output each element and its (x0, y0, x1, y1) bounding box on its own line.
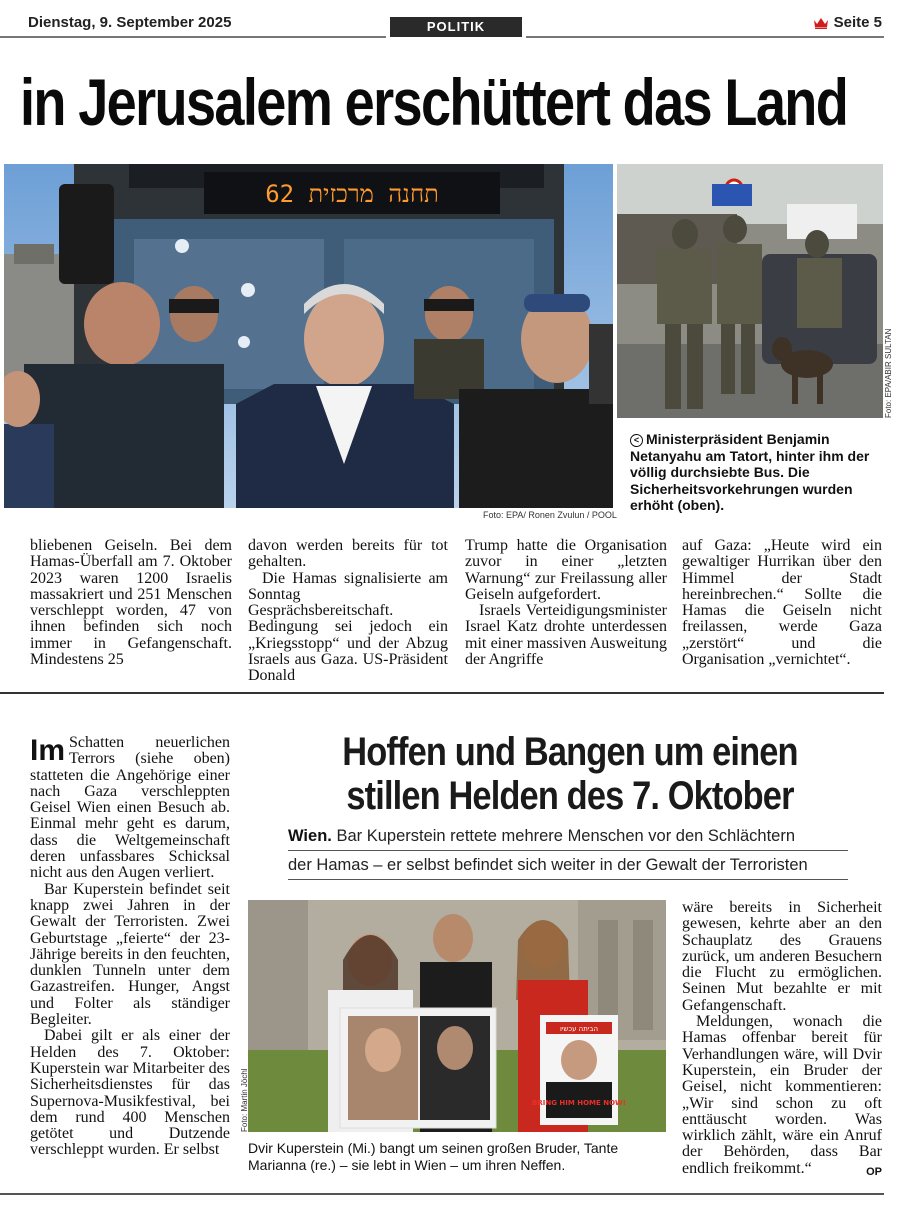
article2-col1 (30, 735, 230, 1159)
article2-col2-p1: wäre bereits in Sicherheit gewesen, kehrte aber an den Schauplatz des Grauens zurück, um anderen Besuchern die Flucht zu ermöglichen. Seinen Mut bezahlte er mit Gefangenschaft. (682, 899, 882, 1014)
side-photo (617, 164, 883, 418)
family-photo-caption: Dvir Kuperstein (Mi.) bangt um seinen großen Bruder, Tante Marianna (re.) – sie lebt in Wien – um ihren Neffen. (248, 1140, 619, 1173)
article2-dropcap: Im (30, 734, 66, 767)
photo-caption-top-text: Ministerpräsident Benjamin Netanyahu am Tatort, hinter ihm der völlig durchsiebte Bus. Die Sicherheitsvorkehrungen wurden erhöht (oben). (630, 431, 870, 513)
kuperstein-family-photo (248, 900, 666, 1132)
article2-headline (329, 730, 811, 818)
page-bottom-rule (0, 1193, 884, 1195)
main-headline: in Jerusalem erschüttert das Land (20, 65, 848, 139)
article2-col2-p2 (682, 1014, 882, 1177)
family-photo-credit: Foto: Martin Jöchl (240, 1068, 249, 1132)
bus-destination-sign: תחנה מרכזית 62 (265, 180, 439, 208)
netanyahu-bus-photo (4, 164, 613, 508)
article2-col1-p1 (30, 735, 230, 882)
crown-icon (813, 17, 829, 29)
issue-date: Dienstag, 9. September 2025 (28, 14, 232, 31)
article2-lead-line1 (288, 822, 848, 851)
article1-col3-p1: Trump hatte die Organisation zuvor in einer „letzten Warnung“ zur Freilassung aller Geiseln aufgefordert. (465, 537, 667, 603)
page-header (0, 0, 900, 40)
article2-col2-p2-text: Meldungen, wonach die Hamas offenbar bereit für Verhandlungen wäre, will Dvir Kuperstein, ein Bruder der Geisel, nicht kommentieren: „Wir sind schon zu oft enttäuscht worden. Was wirklich zählt, wäre ein Anruf der Behörden, dass Bar endlich freikommt.“ (682, 1013, 882, 1177)
article2-lead-text1: Bar Kuperstein rettete mehrere Menschen vor den Schlächtern (336, 827, 796, 845)
side-photo-credit: Foto: EPA/ABIR SULTAN (884, 328, 893, 418)
main-photo-credit: Foto: EPA/ Ronen Zvulun / POOL (483, 510, 617, 520)
article1-col3-p2: Israels Verteidigungsminister Israel Katz drohte unterdessen mit einer massiven Ausweitung der Angriffe (465, 602, 667, 669)
header-rule-left (0, 36, 386, 38)
poster-bring-home-text: BRING HIM HOME NOW! (532, 1099, 626, 1107)
article1-col4 (682, 538, 882, 668)
photo-caption-top (630, 431, 880, 514)
security-forces-photo (617, 164, 883, 418)
article2-col1-p1-text: Schatten neuerlichen Terrors (siehe oben) statteten die Angehörige einer nach Gaza verschleppten Geisel Wien einen Besuch ab. Einmal mehr geht es darum, dass die Weltgemeinschaft deren unfassbares Schicksal nicht aus den Augen verliert. (30, 734, 230, 882)
article2-col1-p3: Dabei gilt er als einer der Helden des 7. Oktober: Kuperstein war Mitarbeiter des Sicherheitsdienstes für das Supernova-Musikfestival, bei dem rund 400 Menschen getötet und Dutzende verschleppt wurden. Er selbst (30, 1027, 230, 1159)
page-number (813, 14, 882, 31)
article2-headline-line2: stillen Helden des 7. Oktober (346, 774, 794, 818)
article2-lead (288, 822, 848, 880)
article1-col1 (30, 538, 232, 668)
article1-col3 (465, 538, 667, 668)
article2-lead-place: Wien. (288, 827, 332, 845)
header-rule-right (526, 36, 884, 38)
section-label: POLITIK (390, 17, 522, 37)
article2-lead-line2: der Hamas – er selbst befindet sich weiter in der Gewalt der Terroristen (288, 851, 848, 880)
page-number-text: Seite 5 (833, 14, 882, 31)
section-divider (0, 692, 884, 694)
arrow-left-icon: < (630, 434, 643, 447)
article1-col2-p2: Die Hamas signalisierte am Sonntag Gesprächsbereitschaft. Bedingung sei jedoch ein „Kriegsstopp“ und der Abzug Israels aus Gaza. US-Präsident Donald (248, 569, 448, 685)
article2-col1-p2: Bar Kuperstein befindet seit knapp zwei Jahren in der Gewalt der Terroristen. Zwei Geburtstage „feierte“ der 23-Jährige bereits in den feuchten, dunklen Tunneln unter dem Gazastreifen. Hunger, Angst und Folter als ständiger Begleiter. (30, 880, 230, 1029)
article1-col4-text: auf Gaza: „Heute wird ein gewaltiger Hurrikan über den Himmel der Stadt hereinbrechen.“ Sollte die Hamas die Geiseln nicht freilassen, werde Gaza „zerstört“ und die Organisation „vernichtet“. (682, 537, 882, 669)
article2-col2 (682, 900, 882, 1180)
author-initials: OP (866, 1165, 882, 1178)
article1-col1-text: bliebenen Geiseln. Bei dem Hamas-Überfall am 7. Oktober 2023 waren 1200 Israelis massakriert und 251 Menschen verschleppt worden, 47 von ihnen befinden sich noch immer in Gefangenschaft. Mindestens 25 (30, 537, 232, 669)
article1-col2 (248, 538, 448, 685)
family-photo (248, 900, 666, 1132)
main-photo (4, 164, 613, 508)
article1-col2-p1: davon werden bereits für tot gehalten. (248, 537, 448, 571)
article2-headline-line1: Hoffen und Bangen um einen (342, 730, 798, 774)
poster-hebrew-text: הביתה עכשיו (559, 1025, 599, 1033)
